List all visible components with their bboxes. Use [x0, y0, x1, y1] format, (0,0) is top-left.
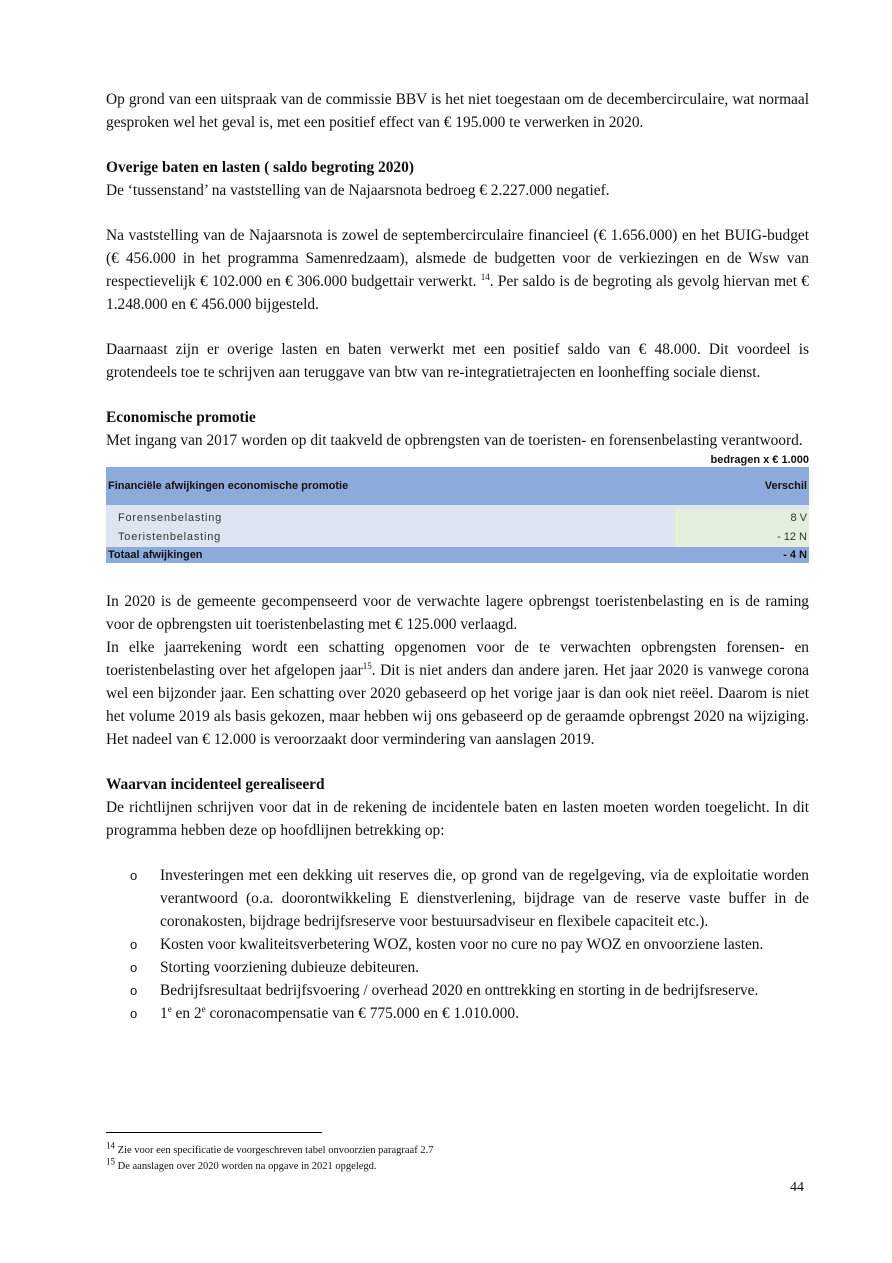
paragraph-tussenstand: De ‘tussenstand’ na vaststelling van de Najaarsnota bedroeg € 2.227.000 negatief. — [106, 182, 610, 199]
list-item — [106, 1002, 809, 1025]
bullet-icon: o — [130, 960, 138, 975]
paragraph-compensatie: In 2020 is de gemeente gecompenseerd voor de verwachte lagere opbrengst toeristenbelasting en is de raming voor de opbrengsten uit toeristenbelasting met € 125.000 verlaagd. — [106, 593, 809, 633]
footnote-number: 15 — [106, 1156, 115, 1167]
table-header-row — [106, 467, 809, 505]
page-number: 44 — [790, 1180, 804, 1195]
list-item-text: Investeringen met een dekking uit reserves die, op grond van de regelgeving, via de exploitatie worden verantwoord (o.a. doorontwikkeling E dienstverlening, bijdrage van de reserve vaste buffer in de coronakosten, bijdrage bedrijfsreserve voor bestuursadviseur en flexibele capaciteit etc.). — [160, 867, 809, 930]
bullet-icon: o — [130, 937, 138, 952]
list-item — [106, 979, 809, 1002]
footnote-separator — [106, 1132, 322, 1133]
total-value: - 4 N — [675, 547, 809, 563]
table-header-label: Financiële afwijkingen economische promotie — [106, 467, 675, 505]
paragraph-richtlijnen: De richtlijnen schrijven voor dat in de rekening de incidentele baten en lasten moeten worden toegelicht. In dit programma hebben deze op hoofdlijnen betrekking op: — [106, 799, 809, 839]
heading-incidenteel: Waarvan incidenteel gerealiseerd — [106, 776, 325, 793]
heading-economische-promotie: Economische promotie — [106, 409, 256, 426]
paragraph-najaarsnota — [106, 224, 809, 316]
ordinal-suffix: e — [167, 1003, 172, 1014]
text-part: 1 — [160, 1005, 168, 1022]
footnote-text: De aanslagen over 2020 worden na opgave in 2021 opgelegd. — [115, 1161, 377, 1172]
row-label: Forensenbelasting — [106, 509, 675, 528]
bullet-icon: o — [130, 983, 138, 998]
list-item-text: Bedrijfsresultaat bedrijfsvoering / overhead 2020 en onttrekking en storting in de bedrijfsreserve. — [160, 982, 759, 999]
list-item-text: Storting voorziening dubieuze debiteuren. — [160, 959, 420, 976]
paragraph-overige-lasten: Daarnaast zijn er overige lasten en baten verwerkt met een positief saldo van € 48.000. Dit voordeel is grotendeels toe te schrijven aan teruggave van btw van re-integratietrajecten en loonheffing sociale dienst. — [106, 341, 809, 381]
table-total-row — [106, 547, 809, 563]
ordinal-suffix: e — [201, 1003, 206, 1014]
list-item — [106, 933, 809, 956]
table-header-value: Verschil — [675, 467, 809, 505]
footnote-14 — [106, 1140, 434, 1158]
footnote-ref[interactable]: 15 — [362, 660, 372, 671]
footnote-text: Zie voor een specificatie de voorgeschreven tabel onvoorzien paragraaf 2.7 — [115, 1145, 434, 1156]
bullet-icon: o — [130, 868, 138, 883]
text-part: Na vaststelling van de Najaarsnota is zowel de septembercirculaire financieel (€ 1.656.000) en het BUIG-budget (€ 456.000 in het programma Samenredzaam), alsmede de budgetten voor de verkiezingen en de Wsw van respectievelijk € 102.000 en € 306.000 budgettair verwerkt. — [106, 227, 809, 290]
row-value: - 12 N — [675, 528, 809, 547]
row-value: 8 V — [675, 509, 809, 528]
bullet-icon: o — [130, 1006, 138, 1021]
total-label: Totaal afwijkingen — [106, 547, 675, 563]
paragraph-schatting — [106, 636, 809, 751]
row-label: Toeristenbelasting — [106, 528, 675, 547]
afwijkingen-table — [106, 467, 809, 563]
table-row — [106, 509, 809, 528]
text-part: . Per saldo is de begroting als gevolg hiervan met € 1.248.000 en € 456.000 bijgesteld. — [106, 273, 809, 313]
table-unit-label: bedragen x € 1.000 — [710, 454, 809, 466]
list-item-text: Kosten voor kwaliteitsverbetering WOZ, kosten voor no cure no pay WOZ en onvoorziene lasten. — [160, 936, 764, 953]
footnote-ref[interactable]: 14 — [480, 271, 490, 282]
intro-paragraph: Op grond van een uitspraak van de commissie BBV is het niet toegestaan om de decembercirculaire, wat normaal gesproken wel het geval is, met een positief effect van € 195.000 te verwerken in 2020. — [106, 91, 809, 131]
list-item — [106, 864, 809, 933]
heading-overige-baten: Overige baten en lasten ( saldo begroting 2020) — [106, 159, 414, 176]
text-part: en 2 — [171, 1005, 202, 1022]
list-item — [106, 956, 809, 979]
table-row — [106, 528, 809, 547]
paragraph-economische-promotie: Met ingang van 2017 worden op dit taakveld de opbrengsten van de toeristen- en forensenbelasting verantwoord. — [106, 432, 803, 449]
footnote-15 — [106, 1156, 377, 1174]
footnote-number: 14 — [106, 1140, 115, 1151]
text-part: . Dit is niet anders dan andere jaren. Het jaar 2020 is vanwege corona wel een bijzonder jaar. Een schatting over 2020 gebaseerd op het vorige jaar is dan ook niet reëel. Daarom is niet het volume 2019 als basis gekozen, maar hebben wij ons gebaseerd op de geraamde opbrengst 2020 na wijziging. Het nadeel van € 12.000 is veroorzaakt door vermindering van aanslagen 2019. — [106, 662, 809, 748]
text-part: In elke jaarrekening wordt een schatting opgenomen voor de te verwachten opbrengsten forensen- en toeristenbelasting over het afgelopen jaar — [106, 639, 809, 679]
page-body — [106, 88, 809, 1025]
incidenteel-list — [106, 864, 809, 1025]
text-part: coronacompensatie van € 775.000 en € 1.010.000. — [205, 1005, 519, 1022]
